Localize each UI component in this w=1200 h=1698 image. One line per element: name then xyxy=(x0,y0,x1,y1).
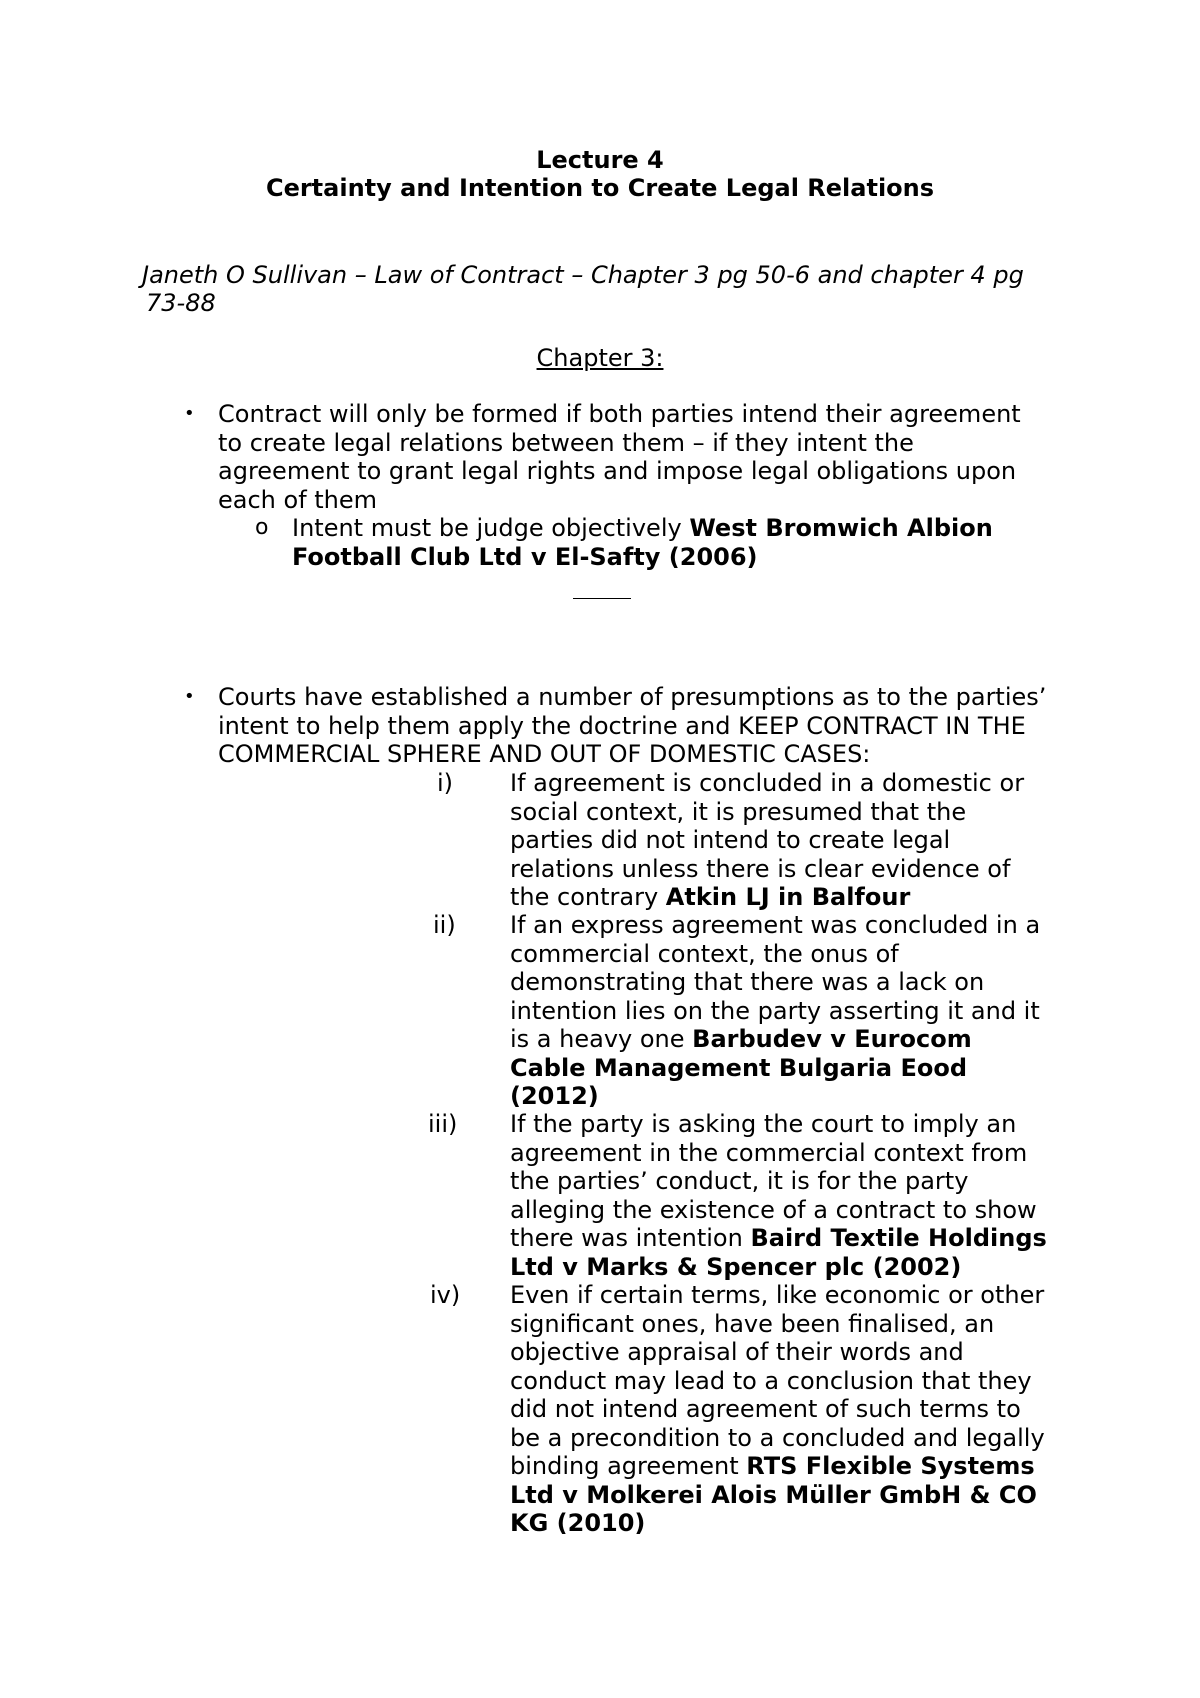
sub-bullet-text: Intent must be judge objectively xyxy=(292,514,690,542)
presumption-line: If an express agreement was concluded in a xyxy=(510,911,1041,939)
sub-bullet-marker: o xyxy=(255,515,269,540)
sub-bullet-line xyxy=(292,543,993,572)
presumption-line xyxy=(510,1224,1047,1253)
case-name: (2012) xyxy=(510,1082,599,1110)
bullet-1-line: to create legal relations between them – if they intent the xyxy=(218,428,914,457)
presumption-line xyxy=(510,883,1024,912)
bullet-2-line: intent to help them apply the doctrine and KEEP CONTRACT IN THE xyxy=(218,711,1026,740)
bullet-2-line: Courts have established a number of presumptions as to the parties’ xyxy=(218,683,1047,711)
bullet-marker: • xyxy=(184,686,195,707)
list-numeral: iv) xyxy=(430,1281,461,1309)
bullet-1-line: each of them xyxy=(218,485,378,514)
case-name: Atkin LJ in Balfour xyxy=(665,883,911,911)
presumption-item xyxy=(510,911,1040,1111)
case-name: KG (2010) xyxy=(510,1509,646,1537)
presumption-line: If agreement is concluded in a domestic or xyxy=(510,769,1025,797)
presumption-line: parties did not intend to create legal xyxy=(510,826,951,854)
bullet-1-line: agreement to grant legal rights and impose legal obligations upon xyxy=(218,457,1017,485)
bullet-2-line: COMMERCIAL SPHERE AND OUT OF DOMESTIC CASES: xyxy=(218,740,871,768)
presumption-line: commercial context, the onus of xyxy=(510,939,899,968)
presumption-line: social context, it is presumed that the xyxy=(510,797,967,826)
presumption-line: conduct may lead to a conclusion that they xyxy=(510,1366,1032,1395)
presumption-line: agreement in the commercial context from xyxy=(510,1138,1028,1167)
presumption-text: is a heavy one xyxy=(510,1025,693,1053)
presumption-item xyxy=(510,1281,1045,1538)
case-name: RTS Flexible Systems xyxy=(746,1452,1035,1480)
presumption-line: the parties’ conduct, it is for the party xyxy=(510,1167,969,1195)
presumption-item xyxy=(510,769,1024,912)
presumption-line xyxy=(510,1509,1045,1538)
case-name: Baird Textile Holdings xyxy=(750,1224,1047,1252)
presumption-line: intention lies on the party asserting it and it xyxy=(510,996,1040,1025)
bullet-1-paragraph xyxy=(218,400,1021,514)
presumption-item xyxy=(510,1110,1047,1281)
lecture-number: Lecture 4 xyxy=(536,146,664,174)
presumption-line: objective appraisal of their words and xyxy=(510,1338,964,1366)
presumption-line: did not intend agreement of such terms to xyxy=(510,1395,1021,1423)
bullet-1-line: Contract will only be formed if both parties intend their agreement xyxy=(218,400,1021,428)
sub-bullet-paragraph xyxy=(292,514,993,571)
case-name: Ltd v Marks & Spencer plc (2002) xyxy=(510,1252,962,1281)
horizontal-rule xyxy=(573,598,631,599)
presumption-line xyxy=(510,1082,1040,1111)
case-name: Barbudev v Eurocom xyxy=(692,1025,972,1053)
list-numeral: ii) xyxy=(433,911,456,939)
presumption-line xyxy=(510,1054,1040,1083)
presumption-line: demonstrating that there was a lack on xyxy=(510,968,985,996)
chapter-heading: Chapter 3: xyxy=(536,344,664,372)
bullet-2-paragraph xyxy=(218,683,1046,769)
presumption-text: binding agreement xyxy=(510,1452,747,1480)
presumption-line xyxy=(510,1253,1047,1282)
reference-line-2: 73-88 xyxy=(146,289,216,317)
presumption-line xyxy=(510,1025,1040,1054)
presumption-line: alleging the existence of a contract to show xyxy=(510,1195,1037,1224)
presumption-line: be a precondition to a concluded and legally xyxy=(510,1423,1045,1452)
presumption-text: the contrary xyxy=(510,883,666,911)
lecture-title: Certainty and Intention to Create Legal Relations xyxy=(265,174,935,202)
presumption-line: Even if certain terms, like economic or other xyxy=(510,1281,1045,1309)
sub-bullet-line xyxy=(292,514,993,543)
case-name: Ltd v Molkerei Alois Müller GmbH & CO xyxy=(510,1480,1037,1509)
presumption-line xyxy=(510,1452,1045,1481)
case-name: Cable Management Bulgaria Eood xyxy=(510,1053,968,1082)
reference-line-1: Janeth O Sullivan – Law of Contract – Chapter 3 pg 50-6 and chapter 4 pg xyxy=(142,261,1024,289)
case-name: Football Club Ltd v El-Safty (2006) xyxy=(292,542,758,571)
presumption-line: significant ones, have been finalised, an xyxy=(510,1309,995,1338)
case-name: West Bromwich Albion xyxy=(689,514,993,542)
presumption-text: there was intention xyxy=(510,1224,751,1252)
presumption-line xyxy=(510,1481,1045,1510)
list-numeral: i) xyxy=(437,769,454,797)
presumption-line: relations unless there is clear evidence of xyxy=(510,854,1011,883)
presumption-line: If the party is asking the court to imply an xyxy=(510,1110,1017,1138)
list-numeral: iii) xyxy=(428,1110,458,1138)
bullet-marker: • xyxy=(184,403,195,424)
